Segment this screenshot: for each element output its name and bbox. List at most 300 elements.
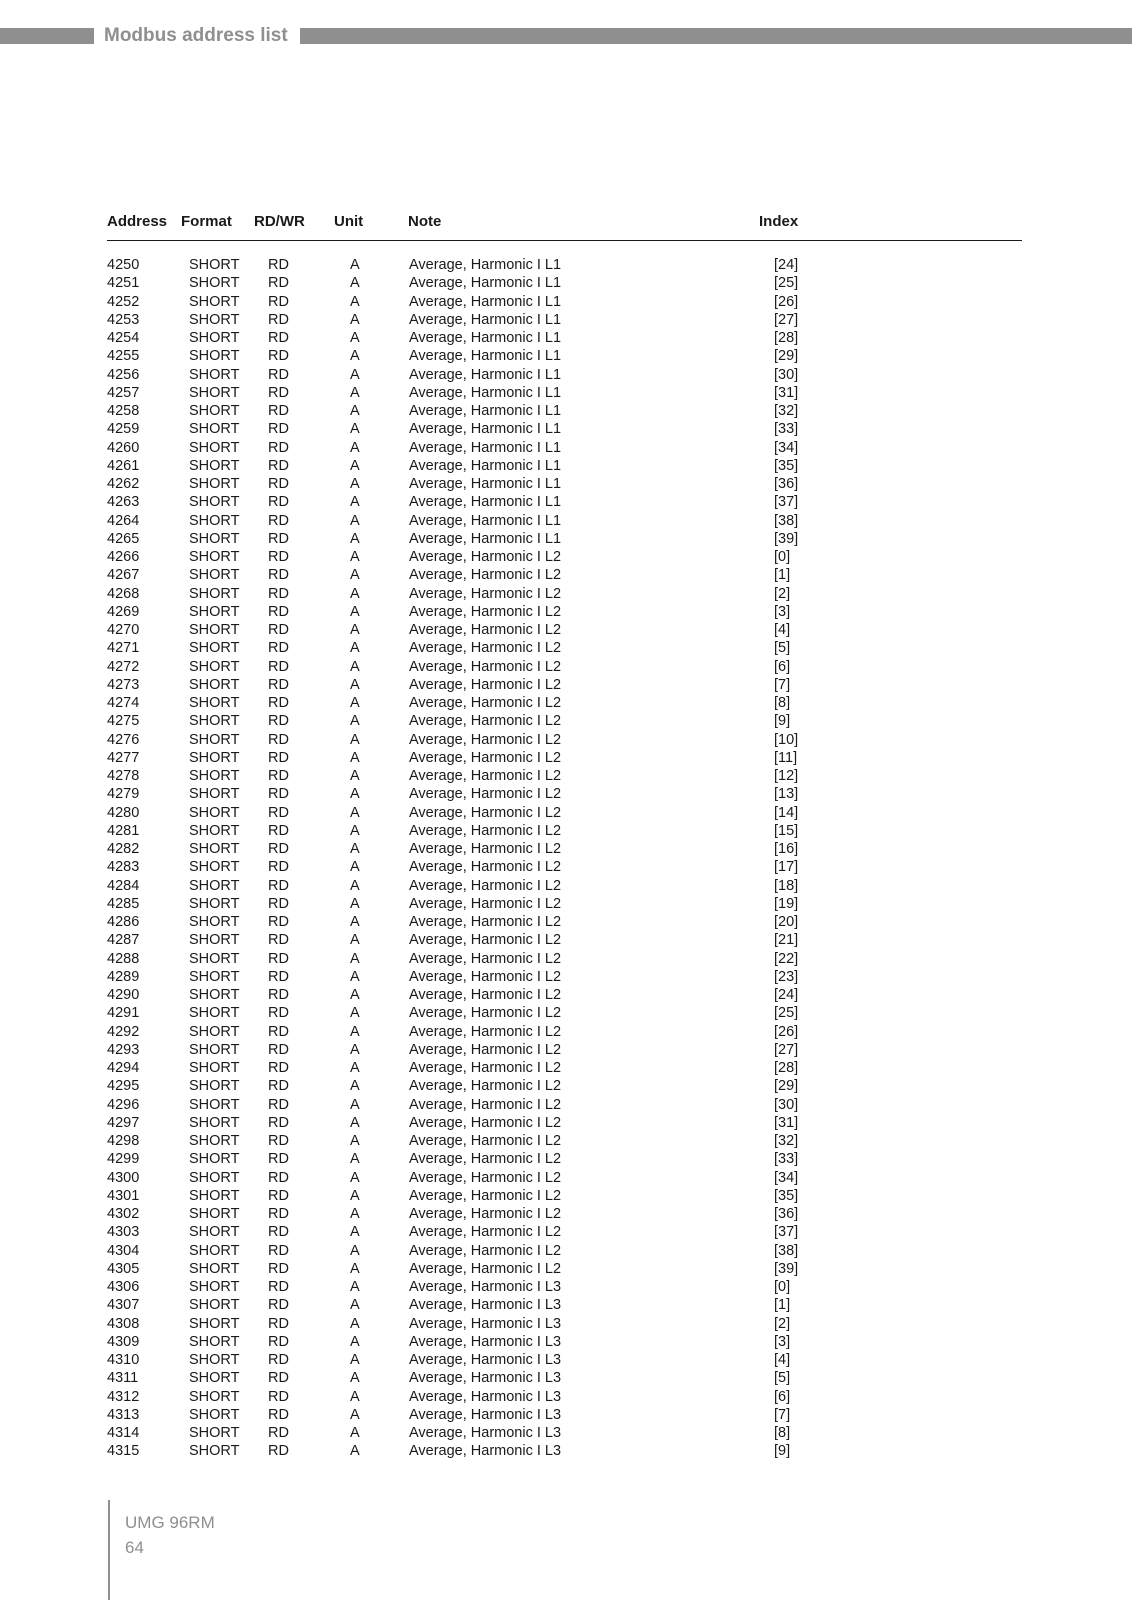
cell-format: SHORT: [189, 877, 240, 894]
cell-unit: A: [350, 603, 360, 620]
cell-note: Average, Harmonic I L1: [409, 439, 562, 456]
cell-note: Average, Harmonic I L2: [409, 895, 562, 912]
cell-index: [8]: [774, 695, 791, 711]
cell-address: 4289: [107, 968, 140, 985]
table-row: [0, 1205, 1132, 1223]
cell-format: SHORT: [189, 1352, 240, 1368]
cell-rdwr: RD: [268, 804, 289, 821]
cell-index: [23]: [774, 968, 799, 985]
cell-rdwr: RD: [268, 987, 289, 1003]
cell-unit: A: [350, 713, 360, 730]
cell-unit: A: [350, 895, 360, 912]
cell-address: 4278: [107, 768, 140, 784]
cell-note: Average, Harmonic I L2: [409, 1078, 562, 1095]
table-row: [0, 1388, 1132, 1406]
cell-rdwr: RD: [268, 676, 289, 693]
table-row: [0, 311, 1132, 329]
cell-format: SHORT: [189, 1388, 240, 1405]
cell-index: [38]: [774, 1242, 799, 1259]
cell-index: [22]: [774, 950, 799, 967]
cell-format: SHORT: [189, 311, 240, 328]
cell-format: SHORT: [189, 658, 240, 675]
cell-address: 4268: [107, 585, 140, 602]
cell-note: Average, Harmonic I L3: [409, 1333, 562, 1350]
cell-note: Average, Harmonic I L2: [409, 987, 562, 1003]
cell-note: Average, Harmonic I L1: [409, 457, 562, 474]
cell-rdwr: RD: [268, 457, 289, 474]
cell-format: SHORT: [189, 1242, 240, 1259]
cell-note: Average, Harmonic I L3: [409, 1370, 562, 1387]
cell-index: [20]: [774, 914, 799, 930]
cell-format: SHORT: [189, 512, 240, 529]
cell-index: [15]: [774, 822, 799, 839]
cell-rdwr: RD: [268, 1315, 289, 1332]
cell-unit: A: [350, 950, 360, 967]
cell-index: [36]: [774, 1206, 799, 1222]
cell-unit: A: [350, 512, 360, 529]
cell-note: Average, Harmonic I L1: [409, 421, 562, 438]
header-divider: [107, 240, 1022, 241]
cell-format: SHORT: [189, 585, 240, 602]
cell-address: 4294: [107, 1060, 140, 1076]
table-row: [0, 804, 1132, 822]
footer-divider: [108, 1500, 110, 1600]
cell-note: Average, Harmonic I L2: [409, 1096, 562, 1113]
cell-unit: A: [350, 366, 360, 383]
cell-note: Average, Harmonic I L2: [409, 768, 562, 784]
cell-note: Average, Harmonic I L2: [409, 786, 562, 803]
header-bar-left: [0, 28, 94, 44]
cell-address: 4256: [107, 366, 140, 383]
cell-unit: A: [350, 987, 360, 1003]
cell-index: [33]: [774, 1151, 799, 1168]
cell-rdwr: RD: [268, 1443, 289, 1460]
cell-note: Average, Harmonic I L2: [409, 731, 562, 748]
cell-note: Average, Harmonic I L2: [409, 1114, 562, 1131]
cell-address: 4279: [107, 786, 140, 803]
cell-note: Average, Harmonic I L1: [409, 348, 562, 365]
cell-rdwr: RD: [268, 731, 289, 748]
cell-index: [28]: [774, 1060, 799, 1076]
table-row: [0, 822, 1132, 840]
cell-format: SHORT: [189, 330, 240, 346]
cell-address: 4293: [107, 1041, 140, 1058]
cell-index: [38]: [774, 512, 799, 529]
table-row: [0, 731, 1132, 749]
cell-note: Average, Harmonic I L1: [409, 494, 562, 511]
cell-rdwr: RD: [268, 311, 289, 328]
cell-rdwr: RD: [268, 366, 289, 383]
cell-note: Average, Harmonic I L2: [409, 585, 562, 602]
cell-index: [30]: [774, 1096, 799, 1113]
cell-unit: A: [350, 768, 360, 784]
cell-rdwr: RD: [268, 1151, 289, 1168]
cell-index: [31]: [774, 1114, 799, 1131]
cell-rdwr: RD: [268, 932, 289, 949]
cell-note: Average, Harmonic I L1: [409, 257, 562, 273]
table-row: [0, 1114, 1132, 1132]
cell-unit: A: [350, 1169, 360, 1186]
cell-format: SHORT: [189, 366, 240, 383]
cell-index: [25]: [774, 275, 799, 292]
cell-address: 4251: [107, 275, 140, 292]
table-row: [0, 986, 1132, 1004]
cell-unit: A: [350, 1041, 360, 1058]
cell-index: [12]: [774, 768, 799, 784]
cell-rdwr: RD: [268, 622, 289, 638]
cell-index: [29]: [774, 1078, 799, 1095]
cell-unit: A: [350, 585, 360, 602]
cell-format: SHORT: [189, 640, 240, 657]
cell-address: 4258: [107, 403, 140, 419]
cell-unit: A: [350, 457, 360, 474]
column-header-rdwr: RD/WR: [254, 213, 305, 230]
cell-address: 4274: [107, 695, 140, 711]
table-row: [0, 347, 1132, 365]
column-header-index: Index: [759, 213, 799, 230]
table-row: [0, 566, 1132, 584]
cell-address: 4266: [107, 549, 140, 565]
cell-format: SHORT: [189, 859, 240, 876]
cell-note: Average, Harmonic I L2: [409, 822, 562, 839]
cell-rdwr: RD: [268, 585, 289, 602]
cell-rdwr: RD: [268, 1187, 289, 1204]
cell-unit: A: [350, 804, 360, 821]
cell-unit: A: [350, 384, 360, 401]
cell-address: 4267: [107, 567, 140, 584]
cell-index: [13]: [774, 786, 799, 803]
cell-address: 4257: [107, 384, 140, 401]
column-header-address: Address: [107, 213, 168, 230]
cell-unit: A: [350, 1133, 360, 1149]
cell-unit: A: [350, 257, 360, 273]
cell-unit: A: [350, 1114, 360, 1131]
cell-address: 4315: [107, 1443, 140, 1460]
cell-rdwr: RD: [268, 1060, 289, 1076]
cell-format: SHORT: [189, 1005, 240, 1022]
table-row: [0, 1351, 1132, 1369]
cell-format: SHORT: [189, 1206, 240, 1222]
cell-unit: A: [350, 968, 360, 985]
cell-format: SHORT: [189, 293, 240, 310]
cell-address: 4264: [107, 512, 140, 529]
cell-address: 4276: [107, 731, 140, 748]
table-row: [0, 1260, 1132, 1278]
table-row: [0, 1187, 1132, 1205]
cell-unit: A: [350, 640, 360, 657]
cell-unit: A: [350, 1406, 360, 1423]
cell-format: SHORT: [189, 549, 240, 565]
cell-unit: A: [350, 293, 360, 310]
table-row: [0, 658, 1132, 676]
cell-index: [11]: [774, 749, 798, 766]
cell-address: 4252: [107, 293, 140, 310]
cell-rdwr: RD: [268, 859, 289, 876]
cell-unit: A: [350, 1206, 360, 1222]
cell-format: SHORT: [189, 1114, 240, 1131]
cell-rdwr: RD: [268, 1041, 289, 1058]
cell-unit: A: [350, 731, 360, 748]
cell-index: [35]: [774, 1187, 799, 1204]
cell-note: Average, Harmonic I L2: [409, 749, 562, 766]
cell-rdwr: RD: [268, 275, 289, 292]
cell-unit: A: [350, 841, 360, 857]
cell-format: SHORT: [189, 950, 240, 967]
cell-address: 4265: [107, 530, 140, 547]
cell-index: [7]: [774, 1406, 791, 1423]
cell-index: [34]: [774, 1169, 799, 1186]
cell-note: Average, Harmonic I L3: [409, 1279, 562, 1295]
cell-index: [3]: [774, 1333, 791, 1350]
cell-unit: A: [350, 749, 360, 766]
cell-rdwr: RD: [268, 950, 289, 967]
cell-note: Average, Harmonic I L3: [409, 1406, 562, 1423]
cell-rdwr: RD: [268, 713, 289, 730]
table-row: [0, 1223, 1132, 1241]
cell-rdwr: RD: [268, 476, 289, 492]
cell-address: 4288: [107, 950, 140, 967]
cell-address: 4285: [107, 895, 140, 912]
table-row: [0, 1023, 1132, 1041]
cell-note: Average, Harmonic I L3: [409, 1352, 562, 1368]
cell-note: Average, Harmonic I L2: [409, 1224, 562, 1241]
cell-unit: A: [350, 1388, 360, 1405]
cell-format: SHORT: [189, 275, 240, 292]
cell-note: Average, Harmonic I L2: [409, 877, 562, 894]
cell-address: 4291: [107, 1005, 140, 1022]
cell-address: 4259: [107, 421, 140, 438]
cell-address: 4263: [107, 494, 140, 511]
cell-address: 4275: [107, 713, 140, 730]
cell-unit: A: [350, 859, 360, 876]
cell-format: SHORT: [189, 457, 240, 474]
table-body: [0, 256, 1132, 1461]
cell-unit: A: [350, 1224, 360, 1241]
cell-address: 4308: [107, 1315, 140, 1332]
table-row: [0, 1004, 1132, 1022]
table-row: [0, 1315, 1132, 1333]
table-row: [0, 493, 1132, 511]
cell-note: Average, Harmonic I L3: [409, 1297, 562, 1314]
cell-format: SHORT: [189, 731, 240, 748]
cell-format: SHORT: [189, 567, 240, 584]
table-row: [0, 950, 1132, 968]
cell-unit: A: [350, 1005, 360, 1022]
page-header-title: Modbus address list: [104, 25, 288, 46]
cell-address: 4253: [107, 311, 140, 328]
cell-address: 4306: [107, 1279, 140, 1295]
cell-address: 4262: [107, 476, 140, 492]
cell-rdwr: RD: [268, 1169, 289, 1186]
cell-index: [28]: [774, 330, 799, 346]
cell-format: SHORT: [189, 1151, 240, 1168]
cell-format: SHORT: [189, 768, 240, 784]
table-row: [0, 1333, 1132, 1351]
cell-address: 4311: [107, 1370, 139, 1387]
cell-rdwr: RD: [268, 1206, 289, 1222]
cell-note: Average, Harmonic I L2: [409, 804, 562, 821]
cell-note: Average, Harmonic I L2: [409, 1206, 562, 1222]
cell-address: 4283: [107, 859, 140, 876]
cell-index: [3]: [774, 603, 791, 620]
cell-index: [5]: [774, 640, 791, 657]
table-row: [0, 402, 1132, 420]
cell-rdwr: RD: [268, 1005, 289, 1022]
cell-address: 4280: [107, 804, 140, 821]
cell-rdwr: RD: [268, 822, 289, 839]
cell-note: Average, Harmonic I L1: [409, 275, 562, 292]
cell-index: [14]: [774, 804, 799, 821]
cell-format: SHORT: [189, 1370, 240, 1387]
cell-format: SHORT: [189, 749, 240, 766]
cell-unit: A: [350, 914, 360, 930]
cell-address: 4255: [107, 348, 140, 365]
cell-address: 4303: [107, 1224, 140, 1241]
cell-index: [2]: [774, 585, 791, 602]
cell-rdwr: RD: [268, 603, 289, 620]
cell-rdwr: RD: [268, 384, 289, 401]
cell-rdwr: RD: [268, 749, 289, 766]
cell-note: Average, Harmonic I L2: [409, 1187, 562, 1204]
cell-address: 4270: [107, 622, 140, 638]
cell-unit: A: [350, 695, 360, 711]
cell-format: SHORT: [189, 1060, 240, 1076]
cell-rdwr: RD: [268, 494, 289, 511]
cell-note: Average, Harmonic I L2: [409, 640, 562, 657]
cell-format: SHORT: [189, 676, 240, 693]
cell-rdwr: RD: [268, 567, 289, 584]
cell-format: SHORT: [189, 1315, 240, 1332]
cell-rdwr: RD: [268, 1425, 289, 1441]
cell-unit: A: [350, 1370, 360, 1387]
cell-unit: A: [350, 1315, 360, 1332]
cell-unit: A: [350, 1151, 360, 1168]
table-row: [0, 785, 1132, 803]
cell-index: [0]: [774, 549, 791, 565]
cell-rdwr: RD: [268, 421, 289, 438]
cell-unit: A: [350, 549, 360, 565]
cell-address: 4302: [107, 1206, 140, 1222]
cell-index: [27]: [774, 1041, 799, 1058]
cell-unit: A: [350, 439, 360, 456]
table-row: [0, 384, 1132, 402]
cell-unit: A: [350, 567, 360, 584]
cell-address: 4298: [107, 1133, 140, 1149]
table-row: [0, 1059, 1132, 1077]
cell-index: [39]: [774, 1260, 799, 1277]
cell-unit: A: [350, 403, 360, 419]
table-row: [0, 420, 1132, 438]
cell-format: SHORT: [189, 403, 240, 419]
table-row: [0, 475, 1132, 493]
table-row: [0, 639, 1132, 657]
cell-format: SHORT: [189, 348, 240, 365]
cell-unit: A: [350, 494, 360, 511]
cell-unit: A: [350, 1060, 360, 1076]
cell-index: [26]: [774, 293, 799, 310]
cell-address: 4313: [107, 1406, 140, 1423]
cell-address: 4301: [107, 1187, 140, 1204]
cell-index: [36]: [774, 476, 799, 492]
cell-index: [19]: [774, 895, 799, 912]
table-row: [0, 548, 1132, 566]
cell-address: 4304: [107, 1242, 140, 1259]
cell-note: Average, Harmonic I L2: [409, 1169, 562, 1186]
header-bar-right: [300, 28, 1132, 44]
table-row: [0, 840, 1132, 858]
cell-format: SHORT: [189, 804, 240, 821]
cell-format: SHORT: [189, 1041, 240, 1058]
cell-address: 4299: [107, 1151, 140, 1168]
cell-format: SHORT: [189, 1187, 240, 1204]
cell-unit: A: [350, 1242, 360, 1259]
table-row: [0, 931, 1132, 949]
table-row: [0, 457, 1132, 475]
table-row: [0, 676, 1132, 694]
table-row: [0, 1406, 1132, 1424]
cell-format: SHORT: [189, 1297, 240, 1314]
cell-unit: A: [350, 476, 360, 492]
cell-rdwr: RD: [268, 257, 289, 273]
cell-rdwr: RD: [268, 768, 289, 784]
cell-format: SHORT: [189, 622, 240, 638]
cell-index: [2]: [774, 1315, 791, 1332]
cell-format: SHORT: [189, 1260, 240, 1277]
cell-address: 4254: [107, 330, 140, 346]
cell-address: 4277: [107, 749, 140, 766]
cell-format: SHORT: [189, 1406, 240, 1423]
cell-note: Average, Harmonic I L1: [409, 530, 562, 547]
table-row: [0, 621, 1132, 639]
cell-unit: A: [350, 658, 360, 675]
cell-note: Average, Harmonic I L2: [409, 1023, 562, 1040]
cell-rdwr: RD: [268, 695, 289, 711]
cell-note: Average, Harmonic I L2: [409, 549, 562, 565]
cell-rdwr: RD: [268, 530, 289, 547]
cell-unit: A: [350, 275, 360, 292]
cell-rdwr: RD: [268, 1333, 289, 1350]
cell-address: 4307: [107, 1297, 140, 1314]
cell-address: 4269: [107, 603, 140, 620]
cell-unit: A: [350, 1443, 360, 1460]
cell-address: 4281: [107, 822, 140, 839]
cell-address: 4287: [107, 932, 140, 949]
table-row: [0, 694, 1132, 712]
cell-note: Average, Harmonic I L2: [409, 1151, 562, 1168]
cell-note: Average, Harmonic I L1: [409, 384, 562, 401]
cell-note: Average, Harmonic I L2: [409, 950, 562, 967]
table-row: [0, 1150, 1132, 1168]
cell-format: SHORT: [189, 895, 240, 912]
cell-rdwr: RD: [268, 1242, 289, 1259]
cell-format: SHORT: [189, 695, 240, 711]
cell-note: Average, Harmonic I L2: [409, 841, 562, 857]
cell-address: 4314: [107, 1425, 140, 1441]
cell-index: [7]: [774, 676, 791, 693]
table-row: [0, 603, 1132, 621]
cell-address: 4312: [107, 1388, 140, 1405]
cell-unit: A: [350, 932, 360, 949]
cell-index: [25]: [774, 1005, 799, 1022]
cell-index: [6]: [774, 1388, 791, 1405]
table-row: [0, 1132, 1132, 1150]
cell-rdwr: RD: [268, 1352, 289, 1368]
cell-address: 4284: [107, 877, 140, 894]
cell-index: [4]: [774, 1352, 791, 1368]
cell-rdwr: RD: [268, 1114, 289, 1131]
cell-note: Average, Harmonic I L2: [409, 1133, 562, 1149]
table-row: [0, 749, 1132, 767]
